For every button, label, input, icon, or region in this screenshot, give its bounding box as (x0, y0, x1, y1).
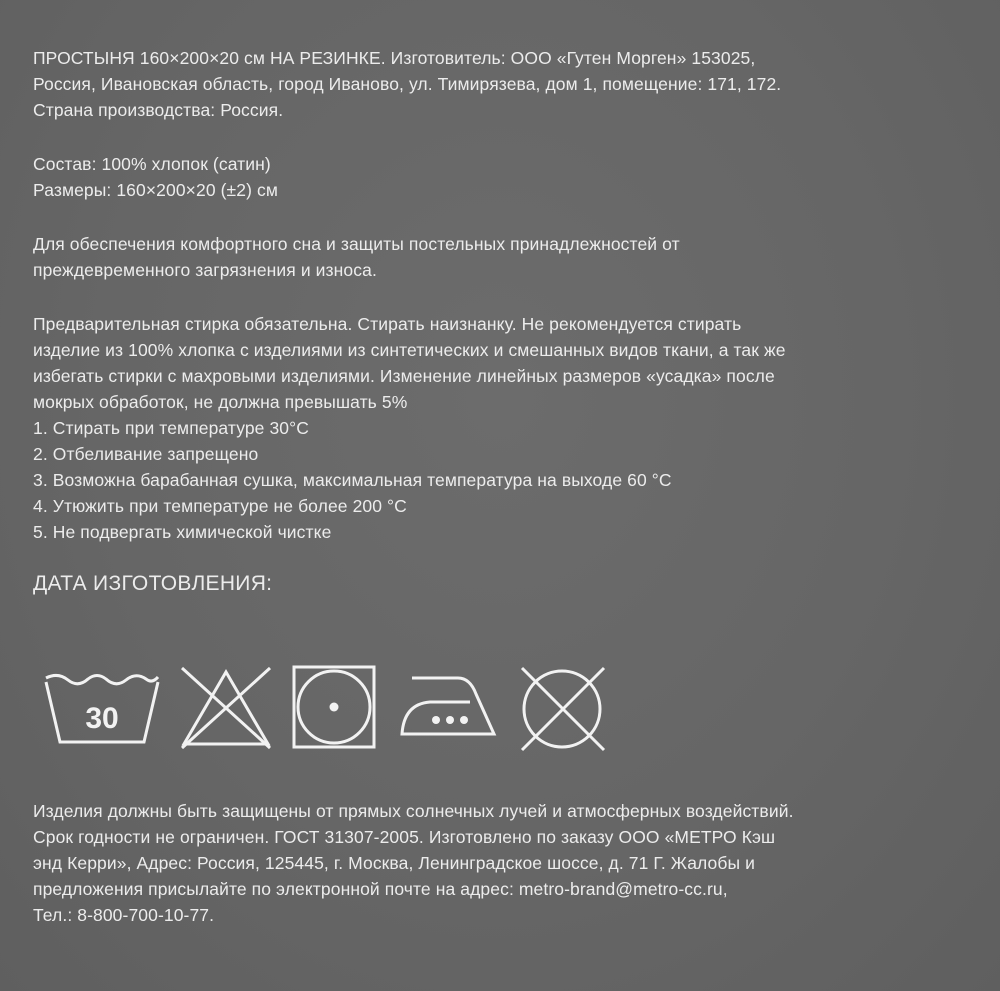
manufacturer-info (33, 45, 973, 123)
care-instruction-item: 3. Возможна барабанная сушка, максимальная температура на выходе 60 °С (33, 470, 672, 490)
washing-line: Предварительная стирка обязательна. Стирать наизнанку. Не рекомендуется стирать (33, 314, 742, 334)
washing-line: мокрых обработок, не должна превышать 5% (33, 392, 408, 412)
header-line: ПРОСТЫНЯ 160×200×20 см НА РЕЗИНКЕ. Изготовитель: ООО «Гутен Морген» 153025, (33, 48, 756, 68)
care-instruction-item: 4. Утюжить при температуре не более 200 °С (33, 496, 407, 516)
care-instruction-item: 5. Не подвергать химической чистке (33, 522, 332, 542)
footer-line: предложения присылайте по электронной почте на адрес: metro-brand@metro-cc.ru, (33, 879, 728, 899)
wash-30-icon (44, 664, 160, 746)
tumble-dry-icon (292, 664, 378, 750)
footer-line: Изделия должны быть защищены от прямых солнечных лучей и атмосферных воздействий. (33, 801, 794, 821)
washing-line: изделие из 100% хлопка с изделиями из синтетических и смешанных видов ткани, а так же (33, 340, 786, 360)
washing-info (33, 311, 973, 415)
wash-temperature-label: 30 (85, 702, 119, 735)
care-symbols-row (44, 664, 624, 759)
care-instruction-item: 1. Стирать при температуре 30°С (33, 418, 309, 438)
purpose-line: преждевременного загрязнения и износа. (33, 260, 377, 280)
manufacture-date-heading: ДАТА ИЗГОТОВЛЕНИЯ: (33, 572, 273, 595)
no-bleach-icon (180, 664, 272, 750)
purpose-info (33, 231, 973, 283)
header-line: Россия, Ивановская область, город Иваново, ул. Тимирязева, дом 1, помещение: 171, 172. (33, 74, 782, 94)
no-dry-clean-icon (518, 664, 610, 756)
header-line: Страна производства: Россия. (33, 100, 284, 120)
care-instruction-item: 2. Отбеливание запрещено (33, 444, 259, 464)
purpose-line: Для обеспечения комфортного сна и защиты постельных принадлежностей от (33, 234, 680, 254)
composition-material: Состав: 100% хлопок (сатин) (33, 154, 271, 174)
washing-line: избегать стирки с махровыми изделиями. Изменение линейных размеров «усадка» после (33, 366, 775, 386)
composition-size: Размеры: 160×200×20 (±2) см (33, 180, 278, 200)
composition-info (33, 151, 973, 203)
care-instructions-list (33, 415, 973, 545)
storage-and-contact-info (33, 798, 973, 928)
iron-high-icon (400, 664, 498, 746)
footer-line: Срок годности не ограничен. ГОСТ 31307-2005. Изготовлено по заказу ООО «МЕТРО Кэш (33, 827, 776, 847)
footer-line: энд Керри», Адрес: Россия, 125445, г. Москва, Ленинградское шоссе, д. 71 Г. Жалобы и (33, 853, 756, 873)
footer-line: Тел.: 8-800-700-10-77. (33, 905, 215, 925)
